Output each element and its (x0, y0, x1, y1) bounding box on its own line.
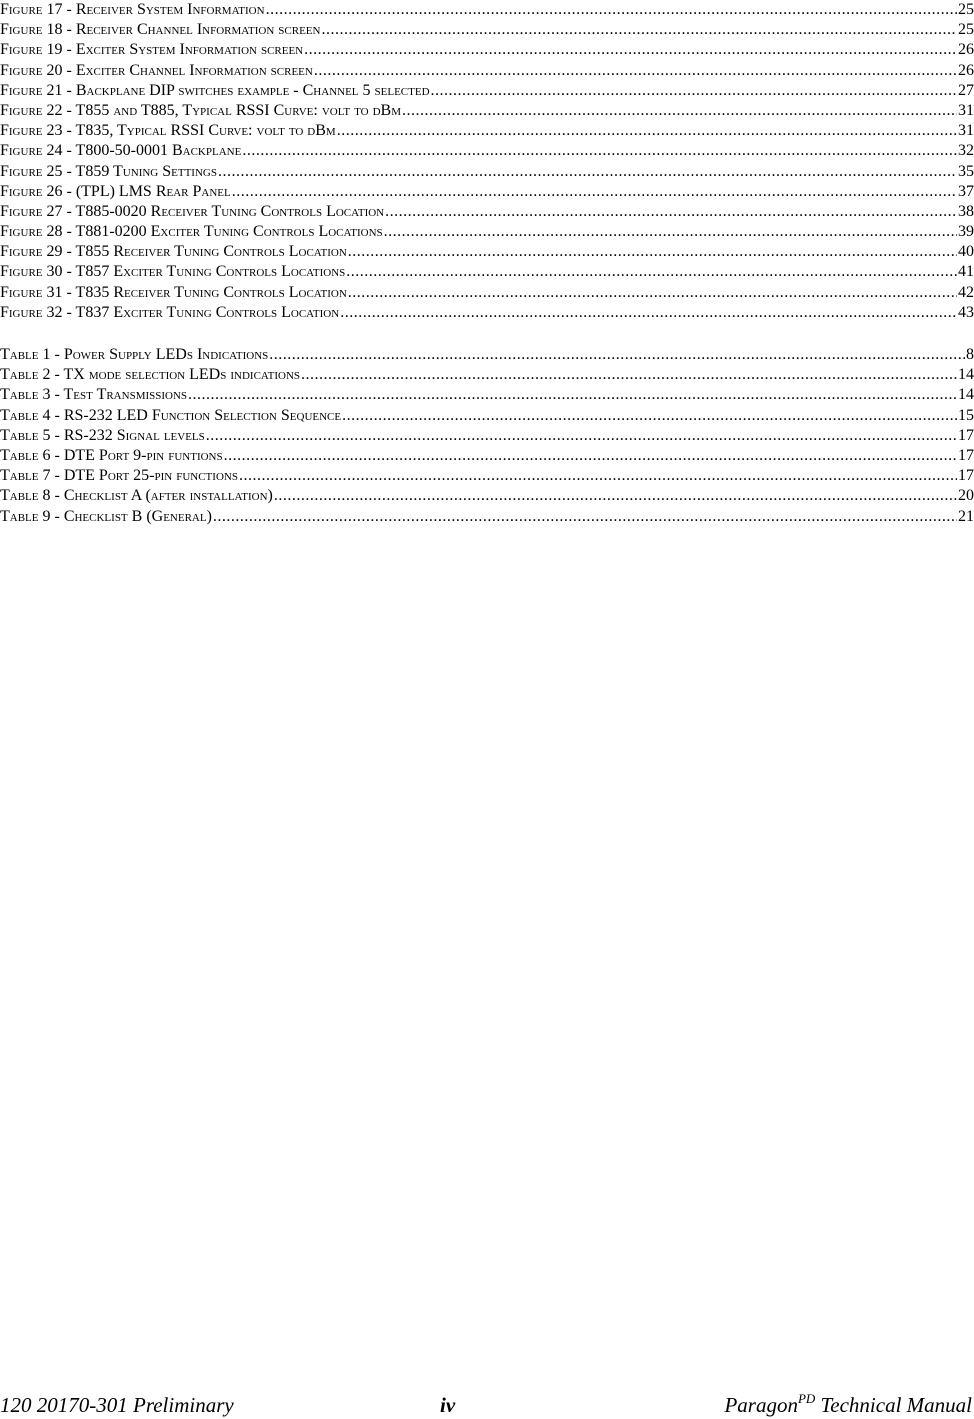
dot-leader (342, 406, 957, 426)
dot-leader (314, 61, 957, 81)
figure-entry-title: Figure 31 - T835 Receiver Tuning Controls Location (0, 283, 347, 301)
figure-entry[interactable] (0, 162, 974, 182)
table-entry-page: 17 (958, 446, 974, 464)
table-entry-page: 14 (958, 366, 974, 384)
figure-entry[interactable] (0, 242, 974, 262)
figure-entry-page: 35 (958, 162, 974, 180)
table-entry[interactable] (0, 426, 974, 446)
figure-entry-page: 32 (958, 142, 974, 160)
dot-leader (224, 446, 957, 466)
figure-entry[interactable] (0, 283, 974, 303)
dot-leader (274, 486, 957, 506)
figure-entry[interactable] (0, 182, 974, 202)
dot-leader (385, 202, 957, 222)
figure-entry-title: Figure 23 - T835, Typical RSSI Curve: volt to dBm (0, 122, 336, 140)
table-entry-title: Table 7 - DTE Port 25-pin functions (0, 467, 238, 485)
figure-entry[interactable] (0, 141, 974, 161)
table-entry-title: Table 1 - Power Supply LEDs Indications (0, 346, 269, 363)
table-entry[interactable] (0, 507, 974, 527)
list-of-figures (0, 0, 974, 323)
list-of-tables (0, 345, 974, 527)
figure-entry-title: Figure 29 - T855 Receiver Tuning Controls Location (0, 243, 347, 261)
dot-leader (340, 303, 957, 323)
table-entry-page: 21 (958, 507, 974, 525)
table-entry-title: Table 4 - RS-232 LED Function Selection Sequence (0, 406, 342, 424)
figure-entry-title: Figure 24 - T800-50-0001 Backplane (0, 142, 242, 160)
figure-entry-title: Figure 26 - (TPL) LMS Rear Panel (0, 182, 231, 200)
figure-entry-title: Figure 22 - T855 and T885, Typical RSSI Curve: volt to dBm (0, 101, 401, 119)
figure-entry[interactable] (0, 262, 974, 282)
table-entry-page: 17 (958, 426, 974, 444)
dot-leader (213, 507, 957, 527)
dot-leader (348, 283, 957, 303)
figure-entry[interactable] (0, 20, 974, 40)
table-entry[interactable] (0, 385, 974, 405)
table-entry-page: 14 (958, 386, 974, 404)
footer-doc-id: 120 20170-301 Preliminary (0, 1393, 234, 1417)
table-entry-title: Table 3 - Test Transmissions (0, 386, 188, 404)
figure-entry-page: 26 (958, 41, 974, 59)
footer-page-number: iv (440, 1393, 456, 1417)
figure-entry-title: Figure 19 - Exciter System Information screen (0, 41, 304, 59)
figure-entry-page: 42 (958, 283, 974, 301)
dot-leader (239, 466, 957, 486)
dot-leader (242, 141, 957, 161)
dot-leader (402, 101, 957, 121)
figure-entry-page: 31 (958, 101, 974, 119)
figure-entry-page: 26 (958, 61, 974, 79)
figure-entry-page: 31 (958, 122, 974, 140)
table-entry-title: Table 5 - RS-232 Signal levels (0, 426, 205, 444)
dot-leader (337, 121, 957, 141)
table-entry-title: Table 8 - Checklist A (after installation) (0, 487, 273, 505)
footer-manual-label: Technical Manual (815, 1393, 972, 1417)
figure-entry[interactable] (0, 121, 974, 141)
dot-leader (232, 182, 957, 202)
figure-entry[interactable] (0, 303, 974, 323)
dot-leader (348, 242, 957, 262)
figure-entry-title: Figure 21 - Backplane DIP switches example - Channel 5 selected (0, 81, 430, 99)
table-of-contents (0, 0, 974, 527)
dot-leader (269, 345, 965, 365)
dot-leader (346, 262, 957, 282)
figure-entry-page: 25 (958, 1, 974, 18)
table-entry-page: 20 (958, 487, 974, 505)
dot-leader (188, 385, 957, 405)
table-entry[interactable] (0, 446, 974, 466)
footer-product-name: Paragon (724, 1393, 798, 1417)
figure-entry-title: Figure 17 - Receiver System Information (0, 1, 265, 18)
dot-leader (266, 0, 957, 20)
figure-entry-page: 37 (958, 182, 974, 200)
figure-entry-page: 39 (958, 223, 974, 241)
table-entry[interactable] (0, 466, 974, 486)
dot-leader (384, 222, 957, 242)
figure-entry-title: Figure 27 - T885-0020 Receiver Tuning Controls Location (0, 202, 385, 220)
figure-entry[interactable] (0, 81, 974, 101)
table-entry-page: 8 (966, 346, 974, 363)
figure-entry-title: Figure 18 - Receiver Channel Information screen (0, 21, 321, 39)
figure-entry[interactable] (0, 101, 974, 121)
footer-product-superscript: PD (797, 1391, 816, 1406)
figure-entry[interactable] (0, 61, 974, 81)
figure-entry-page: 25 (958, 21, 974, 39)
dot-leader (431, 81, 957, 101)
figure-entry-page: 38 (958, 202, 974, 220)
figure-entry-page: 27 (958, 81, 974, 99)
table-entry-title: Table 6 - DTE Port 9-pin funtions (0, 446, 223, 464)
figure-entry-title: Figure 25 - T859 Tuning Settings (0, 162, 217, 180)
table-entry[interactable] (0, 486, 974, 506)
figure-entry-title: Figure 28 - T881-0200 Exciter Tuning Controls Locations (0, 223, 383, 241)
figure-entry[interactable] (0, 202, 974, 222)
figure-entry-page: 43 (958, 303, 974, 321)
page-footer (0, 1393, 974, 1417)
figure-entry-page: 40 (958, 243, 974, 261)
dot-leader (218, 162, 957, 182)
footer-manual-title (724, 1393, 972, 1417)
figure-entry-page: 41 (958, 263, 974, 281)
table-entry[interactable] (0, 345, 974, 365)
figure-entry-title: Figure 32 - T837 Exciter Tuning Controls Location (0, 303, 340, 321)
table-entry-title: Table 9 - Checklist B (General) (0, 507, 212, 525)
table-entry-title: Table 2 - TX mode selection LEDs indications (0, 366, 301, 384)
figure-entry-title: Figure 20 - Exciter Channel Information screen (0, 61, 313, 79)
figure-entry[interactable] (0, 0, 974, 20)
figure-entry[interactable] (0, 222, 974, 242)
dot-leader (321, 20, 957, 40)
dot-leader (304, 40, 957, 60)
section-gap (0, 323, 974, 345)
table-entry[interactable] (0, 406, 974, 426)
table-entry-page: 17 (958, 467, 974, 485)
table-entry-page: 15 (958, 406, 974, 424)
figure-entry[interactable] (0, 40, 974, 60)
dot-leader (206, 426, 957, 446)
dot-leader (301, 365, 957, 385)
table-entry[interactable] (0, 365, 974, 385)
figure-entry-title: Figure 30 - T857 Exciter Tuning Controls Locations (0, 263, 346, 281)
